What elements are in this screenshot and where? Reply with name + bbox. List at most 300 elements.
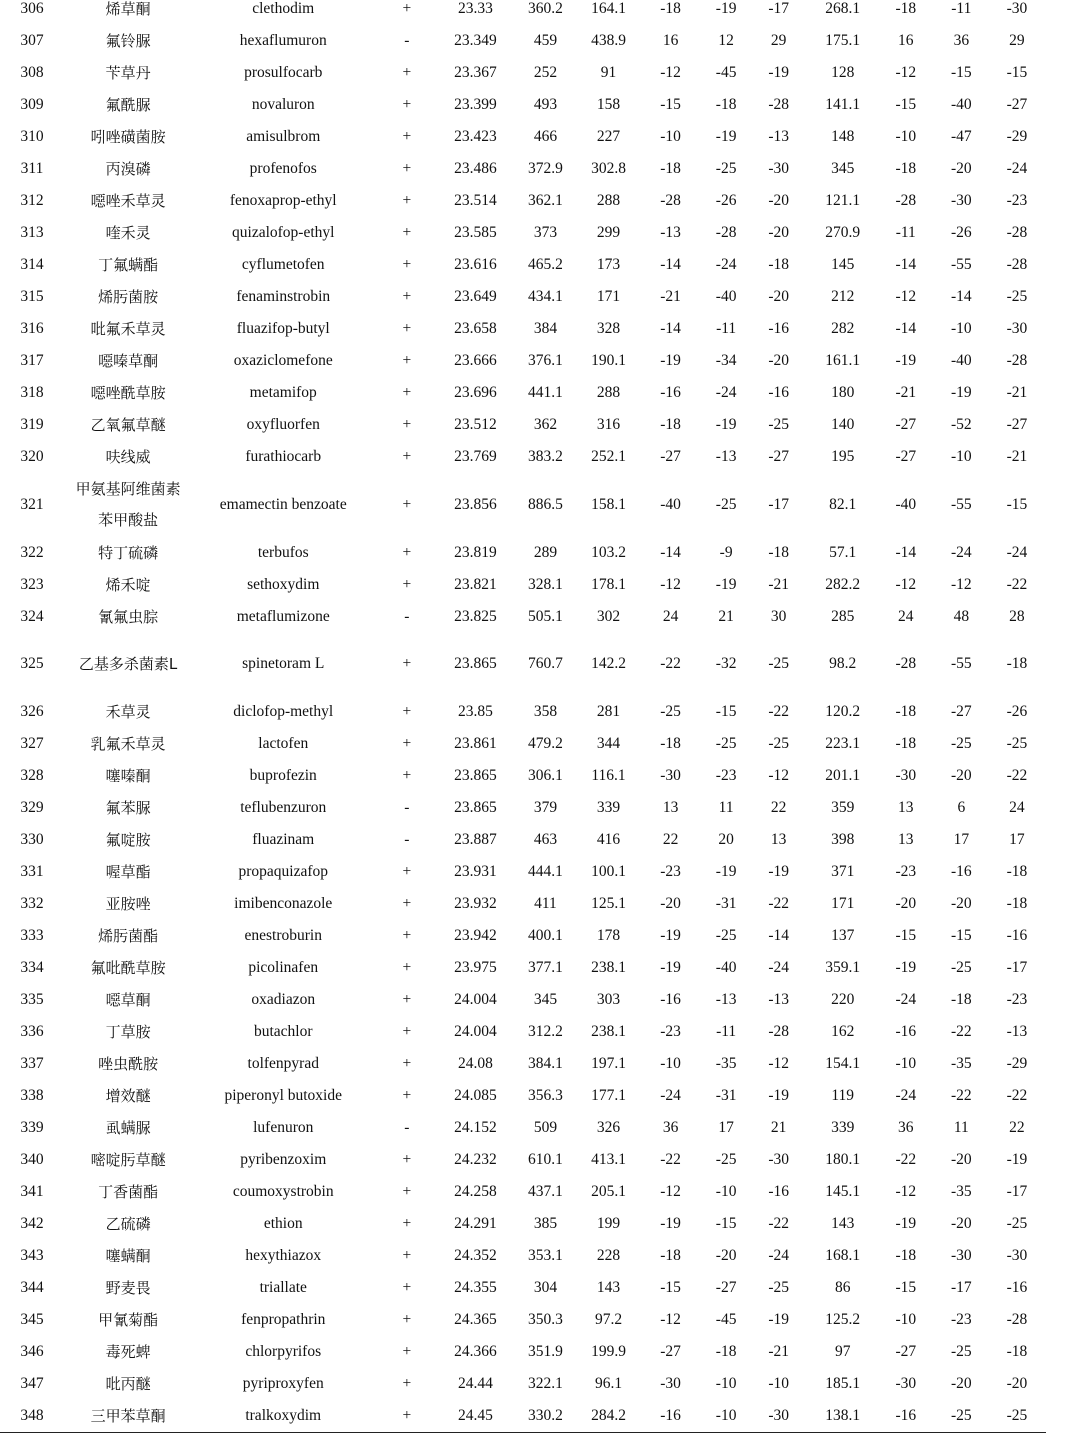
chinese-name-cell: 野麦畏 xyxy=(105,1279,151,1297)
collision-energy-2a-cell: -24 xyxy=(895,1087,917,1104)
collision-energy-1a-cell: -18 xyxy=(660,416,681,433)
collision-energy-2b-cell: -25 xyxy=(935,1400,988,1433)
precursor-ion-cell: 322.1 xyxy=(528,1375,563,1392)
collision-energy-1a-cell: -40 xyxy=(660,495,681,513)
collision-energy-1a-cell: -19 xyxy=(660,927,681,944)
precursor-ion-cell: 377.1 xyxy=(528,959,563,976)
row-number-cell: 331 xyxy=(20,863,44,880)
collision-energy-2c-cell: -30 xyxy=(1006,0,1028,17)
collision-energy-2a-cell: -19 xyxy=(895,1215,917,1232)
collision-energy-1b-cell: -25 xyxy=(715,735,737,752)
collision-energy-2c-cell: -19 xyxy=(1006,1151,1028,1168)
precursor-ion-cell: 330.2 xyxy=(511,1400,579,1433)
chinese-name-cell: 噁唑禾草灵 xyxy=(90,192,166,210)
product-ion-2-cell: 201.1 xyxy=(825,767,861,784)
collision-energy-1b-cell: -45 xyxy=(715,1311,737,1328)
product-ion-2-cell: 141.1 xyxy=(825,96,861,113)
ion-mode-cell: - xyxy=(404,607,410,625)
table-row xyxy=(0,313,1046,345)
precursor-ion-cell: 372.9 xyxy=(528,160,563,177)
collision-energy-1c-cell: -22 xyxy=(768,703,789,720)
chinese-name-cell: 噻螨酮 xyxy=(105,1247,151,1265)
product-ion-1-cell: 199.9 xyxy=(591,1343,626,1360)
retention-time-cell: 24.44 xyxy=(457,1375,493,1392)
collision-energy-1b-cell: -18 xyxy=(715,96,737,113)
collision-energy-1a-cell: -12 xyxy=(660,575,681,593)
table-row xyxy=(0,633,1046,697)
english-name-cell: picolinafen xyxy=(248,959,319,976)
table-row xyxy=(0,537,1046,569)
retention-time-cell: 24.366 xyxy=(454,1343,497,1360)
product-ion-2-cell: 143 xyxy=(831,1215,855,1232)
ion-mode-cell: + xyxy=(402,735,412,752)
precursor-ion-cell: 345 xyxy=(533,991,558,1008)
collision-energy-1a-cell: -28 xyxy=(660,192,681,209)
retention-time-cell: 24.45 xyxy=(439,1400,511,1433)
product-ion-2-cell: 171 xyxy=(831,895,855,912)
collision-energy-2b-cell: -40 xyxy=(950,352,972,369)
collision-energy-2b-cell: -30 xyxy=(950,1247,972,1264)
collision-energy-1a-cell: -12 xyxy=(660,1183,681,1200)
collision-energy-2c-cell: -28 xyxy=(1006,352,1028,369)
chinese-name-cell: 增效醚 xyxy=(105,1087,151,1105)
row-number-cell: 336 xyxy=(20,1023,44,1040)
table-row xyxy=(0,728,1046,760)
collision-energy-1a-cell: -27 xyxy=(660,448,681,465)
chinese-name-cell: 丁香菌酯 xyxy=(98,1183,159,1201)
table-row xyxy=(0,1080,1046,1112)
product-ion-2-cell: 162 xyxy=(831,1023,855,1040)
ion-mode-cell: + xyxy=(402,256,412,273)
ion-mode-cell: + xyxy=(402,448,412,465)
product-ion-1-cell: 316 xyxy=(596,416,621,433)
collision-energy-1b-cell: -15 xyxy=(715,703,737,720)
collision-energy-1b-cell: -25 xyxy=(715,160,737,177)
collision-energy-2a-cell: -27 xyxy=(895,1343,917,1360)
chinese-name-cell: 丁草胺 xyxy=(105,1023,151,1041)
collision-energy-2b-cell: -26 xyxy=(950,224,972,241)
ion-mode-cell: - xyxy=(404,799,410,816)
collision-energy-1b-cell: -28 xyxy=(715,224,737,241)
collision-energy-1b-cell: 11 xyxy=(718,799,734,816)
precursor-ion-cell: 384 xyxy=(533,320,558,337)
product-ion-1-cell: 143 xyxy=(596,1279,621,1296)
product-ion-1-cell: 299 xyxy=(596,224,621,241)
collision-energy-2b-cell: -10 xyxy=(950,448,972,465)
precursor-ion-cell: 465.2 xyxy=(528,256,563,273)
collision-energy-2c-cell: -28 xyxy=(1006,1311,1028,1328)
collision-energy-2b-cell: -40 xyxy=(950,96,972,113)
ion-mode-cell: + xyxy=(374,1400,439,1433)
retention-time-cell: 23.367 xyxy=(454,64,497,81)
collision-energy-2a-cell: -40 xyxy=(895,495,917,513)
collision-energy-1b-cell: -27 xyxy=(715,1279,737,1296)
collision-energy-2c-cell: 29 xyxy=(1009,32,1025,49)
precursor-ion-cell: 376.1 xyxy=(528,352,563,369)
chinese-name-cell: 毒死蜱 xyxy=(105,1343,151,1361)
collision-energy-2c-cell: -15 xyxy=(1006,495,1028,513)
row-number-cell: 328 xyxy=(20,767,44,784)
chinese-name-cell: 喹禾灵 xyxy=(105,224,151,242)
precursor-ion-cell: 760.7 xyxy=(528,655,563,673)
ion-mode-cell: + xyxy=(402,192,412,209)
collision-energy-1a-cell: -15 xyxy=(660,1279,681,1296)
retention-time-cell: 23.649 xyxy=(454,288,497,305)
collision-energy-1c-cell: -27 xyxy=(768,448,789,465)
retention-time-cell: 23.865 xyxy=(454,655,497,673)
product-ion-1-cell: 328 xyxy=(596,320,621,337)
collision-energy-2c-cell: -17 xyxy=(1006,959,1028,976)
collision-energy-1b-cell: -11 xyxy=(716,1023,737,1040)
ion-mode-cell: + xyxy=(402,543,412,561)
english-name-cell: hexaflumuron xyxy=(239,32,327,49)
product-ion-1-cell: 288 xyxy=(596,192,621,209)
retention-time-cell: 23.887 xyxy=(454,831,497,848)
retention-time-cell: 24.352 xyxy=(454,1247,497,1264)
product-ion-2-cell: 220 xyxy=(831,991,855,1008)
row-number-cell: 348 xyxy=(0,1400,64,1433)
collision-energy-2c-cell: 28 xyxy=(1009,607,1025,625)
chinese-name-cell: 嘧啶肟草醚 xyxy=(90,1151,166,1169)
product-ion-1-cell: 288 xyxy=(596,384,621,401)
collision-energy-2c-cell: -22 xyxy=(1006,1087,1028,1104)
collision-energy-1c-cell: -30 xyxy=(768,160,789,177)
ion-mode-cell: - xyxy=(404,1119,410,1136)
row-number-cell: 346 xyxy=(20,1343,44,1360)
collision-energy-1c-cell: -17 xyxy=(768,495,789,513)
collision-energy-2c-cell: -20 xyxy=(1006,1375,1028,1392)
row-number-cell: 316 xyxy=(20,320,44,337)
row-number-cell: 330 xyxy=(20,831,44,848)
retention-time-cell: 24.004 xyxy=(454,1023,497,1040)
row-number-cell: 310 xyxy=(20,128,44,145)
collision-energy-1a-cell: -13 xyxy=(660,224,681,241)
collision-energy-1c-cell: -16 xyxy=(768,384,789,401)
product-ion-1-cell: 326 xyxy=(596,1119,621,1136)
english-name-cell: fenoxaprop-ethyl xyxy=(229,192,337,209)
product-ion-1-cell: 284.2 xyxy=(580,1400,638,1433)
chinese-name-cell: 丁氟螨酯 xyxy=(98,256,159,274)
product-ion-1-cell: 197.1 xyxy=(591,1055,626,1072)
collision-energy-2a-cell: -19 xyxy=(895,959,917,976)
chinese-name-cell: 烯肟菌胺 xyxy=(98,288,159,306)
retention-time-cell: 23.616 xyxy=(454,256,497,273)
collision-energy-2b-cell: 36 xyxy=(953,32,970,49)
product-ion-2-cell: 212 xyxy=(831,288,855,305)
collision-energy-1b-cell: -10 xyxy=(715,1375,737,1392)
collision-energy-1a-cell: -14 xyxy=(660,320,681,337)
precursor-ion-cell: 350.3 xyxy=(528,1311,563,1328)
precursor-ion-cell: 351.9 xyxy=(528,1343,563,1360)
ion-mode-cell: + xyxy=(402,1151,412,1168)
collision-energy-2c-cell: -25 xyxy=(1006,288,1028,305)
product-ion-2-cell: 145.1 xyxy=(825,1183,861,1200)
english-name-cell: fluazinam xyxy=(252,831,315,848)
collision-energy-2c-cell: -16 xyxy=(1006,927,1028,944)
chinese-name-cell: 吡丙醚 xyxy=(105,1375,151,1393)
product-ion-2-cell: 121.1 xyxy=(825,192,861,209)
collision-energy-1b-cell: -40 xyxy=(715,959,737,976)
english-name-cell: enestroburin xyxy=(244,927,322,944)
collision-energy-1b-cell: 17 xyxy=(718,1119,734,1136)
collision-energy-1b-cell: -24 xyxy=(715,384,737,401)
collision-energy-2a-cell: -28 xyxy=(895,192,917,209)
collision-energy-1a-cell: -10 xyxy=(660,128,681,145)
english-name-cell: spinetoram L xyxy=(242,655,325,673)
precursor-ion-cell: 328.1 xyxy=(528,575,563,593)
collision-energy-1b-cell: 12 xyxy=(718,32,734,49)
collision-energy-1a-cell: -20 xyxy=(660,895,681,912)
table-row xyxy=(0,792,1046,824)
chinese-name-cell: 噁唑酰草胺 xyxy=(90,384,166,402)
collision-energy-1c-cell: -16 xyxy=(768,320,789,337)
collision-energy-2b-cell: -19 xyxy=(950,384,972,401)
collision-energy-2c-cell: -29 xyxy=(1006,1055,1028,1072)
product-ion-1-cell: 413.1 xyxy=(591,1151,626,1168)
collision-energy-1a-cell: -23 xyxy=(660,1023,681,1040)
product-ion-1-cell: 142.2 xyxy=(591,655,626,673)
collision-energy-1b-cell: -13 xyxy=(715,991,737,1008)
collision-energy-2a-cell: 13 xyxy=(898,799,914,816)
product-ion-2-cell: 119 xyxy=(831,1087,855,1104)
collision-energy-2b-cell: -35 xyxy=(950,1183,972,1200)
english-name-cell: buprofezin xyxy=(249,767,317,784)
product-ion-2-cell: 180 xyxy=(831,384,855,401)
ion-mode-cell: + xyxy=(402,895,412,912)
collision-energy-1a-cell: -27 xyxy=(660,1343,681,1360)
retention-time-cell: 24.355 xyxy=(454,1279,497,1296)
collision-energy-2c-cell: -22 xyxy=(1006,767,1028,784)
collision-energy-2a-cell: -12 xyxy=(895,1183,917,1200)
chinese-name-cell: 亚胺唑 xyxy=(105,895,151,913)
english-name-cell: lactofen xyxy=(258,735,309,752)
ion-mode-cell: + xyxy=(402,1023,412,1040)
ion-mode-cell: + xyxy=(402,1279,412,1296)
collision-energy-2a-cell: -28 xyxy=(895,655,917,673)
table-row xyxy=(0,57,1046,89)
row-number-cell: 340 xyxy=(20,1151,44,1168)
product-ion-2-cell: 359.1 xyxy=(825,959,861,976)
english-name-cell: fenpropathrin xyxy=(241,1311,326,1328)
collision-energy-2a-cell: -10 xyxy=(895,1311,917,1328)
precursor-ion-cell: 385 xyxy=(533,1215,558,1232)
chinese-name-cell: 乙硫磷 xyxy=(105,1215,151,1233)
collision-energy-1a-cell: 22 xyxy=(662,831,679,848)
precursor-ion-cell: 509 xyxy=(533,1119,558,1136)
collision-energy-1a-cell: -23 xyxy=(660,863,681,880)
english-name-cell: quizalofop-ethyl xyxy=(232,224,335,241)
collision-energy-1b-cell: -10 xyxy=(715,1183,737,1200)
product-ion-2-cell: 145 xyxy=(831,256,855,273)
collision-energy-2a-cell: -20 xyxy=(895,895,917,912)
row-number-cell: 341 xyxy=(20,1183,44,1200)
collision-energy-2a-cell: -10 xyxy=(895,1055,917,1072)
row-number-cell: 311 xyxy=(20,160,44,177)
collision-energy-1a-cell: -24 xyxy=(660,1087,681,1104)
collision-energy-1c-cell: -19 xyxy=(768,1311,789,1328)
precursor-ion-cell: 479.2 xyxy=(528,735,563,752)
product-ion-1-cell: 97.2 xyxy=(594,1311,623,1328)
precursor-ion-cell: 373 xyxy=(533,224,558,241)
chinese-name-cell: 禾草灵 xyxy=(105,703,151,721)
product-ion-1-cell: 344 xyxy=(596,735,621,752)
collision-energy-1b-cell: -18 xyxy=(715,1343,737,1360)
retention-time-cell: 23.33 xyxy=(457,0,493,17)
collision-energy-2b-cell: -22 xyxy=(950,1023,972,1040)
precursor-ion-cell: 886.5 xyxy=(528,495,563,513)
collision-energy-1c-cell: 30 xyxy=(770,607,787,625)
ion-mode-cell: + xyxy=(402,384,412,401)
collision-energy-2a-cell: 24 xyxy=(898,607,914,625)
collision-energy-2b-cell: -23 xyxy=(950,1311,972,1328)
collision-energy-2a-cell: -15 xyxy=(895,96,917,113)
product-ion-1-cell: 178 xyxy=(596,927,621,944)
collision-energy-1a-cell: -14 xyxy=(660,256,681,273)
collision-energy-1a-cell: 24 xyxy=(662,607,679,625)
collision-energy-2b-cell: -52 xyxy=(950,416,972,433)
table-row xyxy=(0,696,1046,728)
collision-energy-2c-cell: -30 xyxy=(1006,1247,1028,1264)
ion-mode-cell: + xyxy=(402,1375,412,1392)
collision-energy-1a-cell: -16 xyxy=(660,384,681,401)
collision-energy-2b-cell: -15 xyxy=(950,64,972,81)
collision-energy-2a-cell: 36 xyxy=(898,1119,914,1136)
precursor-ion-cell: 505.1 xyxy=(528,607,563,625)
product-ion-1-cell: 164.1 xyxy=(591,0,626,17)
english-name-cell: clethodim xyxy=(252,0,315,17)
english-name-cell: tralkoxydim xyxy=(192,1400,374,1433)
row-number-cell: 345 xyxy=(20,1311,44,1328)
retention-time-cell: 23.856 xyxy=(454,495,497,513)
precursor-ion-cell: 356.3 xyxy=(528,1087,563,1104)
table-row xyxy=(0,185,1046,217)
english-name-cell: pyribenzoxim xyxy=(240,1151,327,1168)
product-ion-1-cell: 281 xyxy=(596,703,621,720)
collision-energy-1b-cell: 21 xyxy=(718,607,734,625)
collision-energy-1c-cell: -14 xyxy=(768,927,789,944)
table-row xyxy=(0,153,1046,185)
collision-energy-1b-cell: -13 xyxy=(715,448,737,465)
retention-time-cell: 23.769 xyxy=(454,448,497,465)
collision-energy-1c-cell: 21 xyxy=(770,1119,787,1136)
precursor-ion-cell: 411 xyxy=(534,895,557,912)
collision-energy-2c-cell: -17 xyxy=(1006,1183,1028,1200)
collision-energy-1a-cell: -30 xyxy=(660,767,681,784)
precursor-ion-cell: 463 xyxy=(533,831,558,848)
collision-energy-1b-cell: -9 xyxy=(719,543,733,561)
collision-energy-1a-cell: -14 xyxy=(660,543,681,561)
precursor-ion-cell: 360.2 xyxy=(528,0,563,17)
collision-energy-1c-cell: -25 xyxy=(768,735,789,752)
row-number-cell: 319 xyxy=(20,416,44,433)
retention-time-cell: 24.004 xyxy=(454,991,497,1008)
row-number-cell: 321 xyxy=(20,495,44,513)
collision-energy-2a-cell: -30 xyxy=(895,1375,917,1392)
precursor-ion-cell: 437.1 xyxy=(528,1183,563,1200)
table-row xyxy=(0,1048,1046,1080)
product-ion-2-cell: 57.1 xyxy=(829,543,857,561)
product-ion-2-cell: 138.1 xyxy=(809,1400,877,1433)
collision-energy-1b-cell: -19 xyxy=(715,575,737,593)
row-number-cell: 337 xyxy=(20,1055,44,1072)
collision-energy-1b-cell: -25 xyxy=(715,1151,737,1168)
table-row xyxy=(0,1112,1046,1144)
row-number-cell: 343 xyxy=(20,1247,44,1264)
ion-mode-cell: + xyxy=(402,927,412,944)
collision-energy-2a-cell: -14 xyxy=(895,543,917,561)
product-ion-2-cell: 195 xyxy=(831,448,855,465)
collision-energy-2a-cell: -23 xyxy=(895,863,917,880)
collision-energy-2b-cell: -20 xyxy=(950,767,972,784)
collision-energy-2b-cell: 48 xyxy=(953,607,970,625)
ion-mode-cell: + xyxy=(402,64,412,81)
product-ion-2-cell: 180.1 xyxy=(825,1151,861,1168)
chinese-name-cell: 氟铃脲 xyxy=(105,32,151,50)
collision-energy-2b-cell: -27 xyxy=(950,703,972,720)
collision-energy-1a-cell: -22 xyxy=(660,1151,681,1168)
english-name-cell: metamifop xyxy=(249,384,317,401)
collision-energy-1b-cell: -10 xyxy=(704,1400,749,1433)
english-name-cell: prosulfocarb xyxy=(244,64,323,81)
table-row xyxy=(0,281,1046,313)
chinese-name-cell: 烯禾啶 xyxy=(105,575,151,594)
table-row xyxy=(0,473,1046,537)
product-ion-2-cell: 282 xyxy=(831,320,855,337)
ion-mode-cell: + xyxy=(402,224,412,241)
english-name-cell: coumoxystrobin xyxy=(232,1183,334,1200)
retention-time-cell: 23.819 xyxy=(454,543,497,561)
row-number-cell: 344 xyxy=(20,1279,44,1296)
collision-energy-1a-cell: -18 xyxy=(660,1247,681,1264)
ion-mode-cell: + xyxy=(402,959,412,976)
collision-energy-2c-cell: -13 xyxy=(1006,1023,1028,1040)
table-row xyxy=(0,0,1046,25)
ion-mode-cell: + xyxy=(402,352,412,369)
table-row xyxy=(0,1400,1046,1433)
retention-time-cell: 23.931 xyxy=(454,863,497,880)
collision-energy-2b-cell: -17 xyxy=(950,1279,972,1296)
collision-energy-1c-cell: -20 xyxy=(768,288,789,305)
table-row xyxy=(0,89,1046,121)
retention-time-cell: 23.975 xyxy=(454,959,497,976)
product-ion-2-cell: 82.1 xyxy=(829,495,857,513)
row-number-cell: 325 xyxy=(20,655,44,673)
chinese-name-cell: 吡氟禾草灵 xyxy=(90,320,166,338)
collision-energy-1c-cell: -18 xyxy=(768,256,789,273)
collision-energy-2b-cell: -47 xyxy=(950,128,972,145)
collision-energy-2b-cell: -20 xyxy=(950,1215,972,1232)
table-row xyxy=(0,856,1046,888)
collision-energy-2b-cell: -55 xyxy=(950,495,972,513)
english-name-cell: oxyfluorfen xyxy=(246,416,320,433)
ion-mode-cell: + xyxy=(402,767,412,784)
english-name-cell: pyriproxyfen xyxy=(242,1375,324,1392)
precursor-ion-cell: 400.1 xyxy=(528,927,563,944)
chinese-name-cell: 烯草酮 xyxy=(105,0,151,18)
collision-energy-1a-cell: -19 xyxy=(660,352,681,369)
retention-time-cell: 23.658 xyxy=(454,320,497,337)
row-number-cell: 306 xyxy=(20,0,44,17)
chinese-name-cell: 虱螨脲 xyxy=(105,1119,151,1137)
retention-time-cell: 23.696 xyxy=(454,384,497,401)
collision-energy-2a-cell: -14 xyxy=(895,256,917,273)
retention-time-cell: 24.365 xyxy=(454,1311,497,1328)
retention-time-cell: 23.825 xyxy=(454,607,497,625)
collision-energy-1c-cell: -30 xyxy=(749,1400,809,1433)
ion-mode-cell: + xyxy=(402,1215,412,1232)
collision-energy-1a-cell: -18 xyxy=(660,735,681,752)
collision-energy-1c-cell: -10 xyxy=(768,1375,789,1392)
